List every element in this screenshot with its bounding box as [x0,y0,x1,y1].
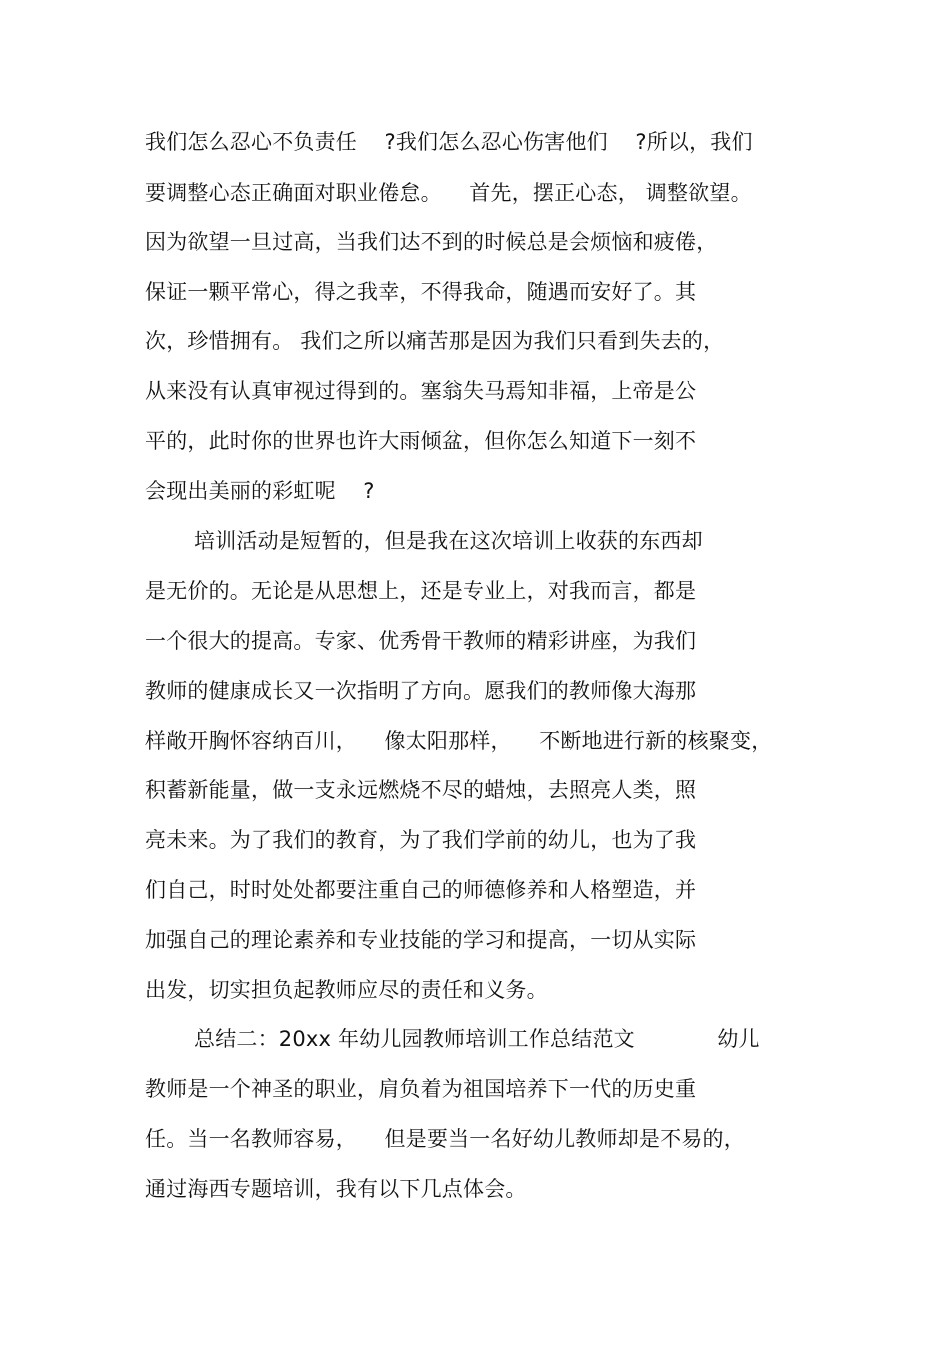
text-line: 教师的健康成长又一次指明了方向。愿我们的教师像大海那 [145,679,697,703]
text-line: 亮未来。为了我们的教育，为了我们学前的幼儿，也为了我 [145,828,697,852]
text-line: 是无价的。无论是从思想上，还是专业上，对我而言，都是 [145,579,697,603]
text-line: 保证一颗平常心，得之我幸，不得我命，随遇而安好了。其 [145,280,697,304]
text-line: 会现出美丽的彩虹呢 ? [145,479,375,503]
text-line: 样敞开胸怀容纳百川， 像太阳那样， 不断地进行新的核聚变， [145,729,773,753]
text-line: 从来没有认真审视过得到的。塞翁失马焉知非福，上帝是公 [145,379,697,403]
text-line: 积蓄新能量，做一支永远燃烧不尽的蜡烛，去照亮人类，照 [145,778,697,802]
text-line: 次，珍惜拥有。 我们之所以痛苦那是因为我们只看到失去的， [145,329,725,353]
text-line: 我们怎么忍心不负责任 ?我们怎么忍心伤害他们 ?所以，我们 [145,130,753,154]
text-line: 一个很大的提高。专家、优秀骨干教师的精彩讲座，为我们 [145,629,697,653]
text-line: 要调整心态正确面对职业倦怠。 首先，摆正心态， 调整欲望。 [145,181,752,205]
paragraph-first-line: 培训活动是短暂的，但是我在这次培训上收获的东西却 [194,529,703,553]
text-line: 通过海西专题培训，我有以下几点体会。 [145,1177,527,1201]
text-line: 出发，切实担负起教师应尽的责任和义务。 [145,978,548,1002]
text-line: 教师是一个神圣的职业，肩负着为祖国培养下一代的历史重 [145,1077,697,1101]
text-line: 因为欲望一旦过高，当我们达不到的时候总是会烦恼和疲倦， [145,230,718,254]
text-line: 平的，此时你的世界也许大雨倾盆，但你怎么知道下一刻不 [145,429,697,453]
text-line: 们自己，时时处处都要注重自己的师德修养和人格塑造，并 [145,878,697,902]
text-line: 任。当一名教师容易， 但是要当一名好幼儿教师却是不易的， [145,1127,745,1151]
text-line: 加强自己的理论素养和专业技能的学习和提高，一切从实际 [145,928,697,952]
section-heading-line: 总结二：20xx 年幼儿园教师培训工作总结范文 幼儿 [194,1027,760,1051]
